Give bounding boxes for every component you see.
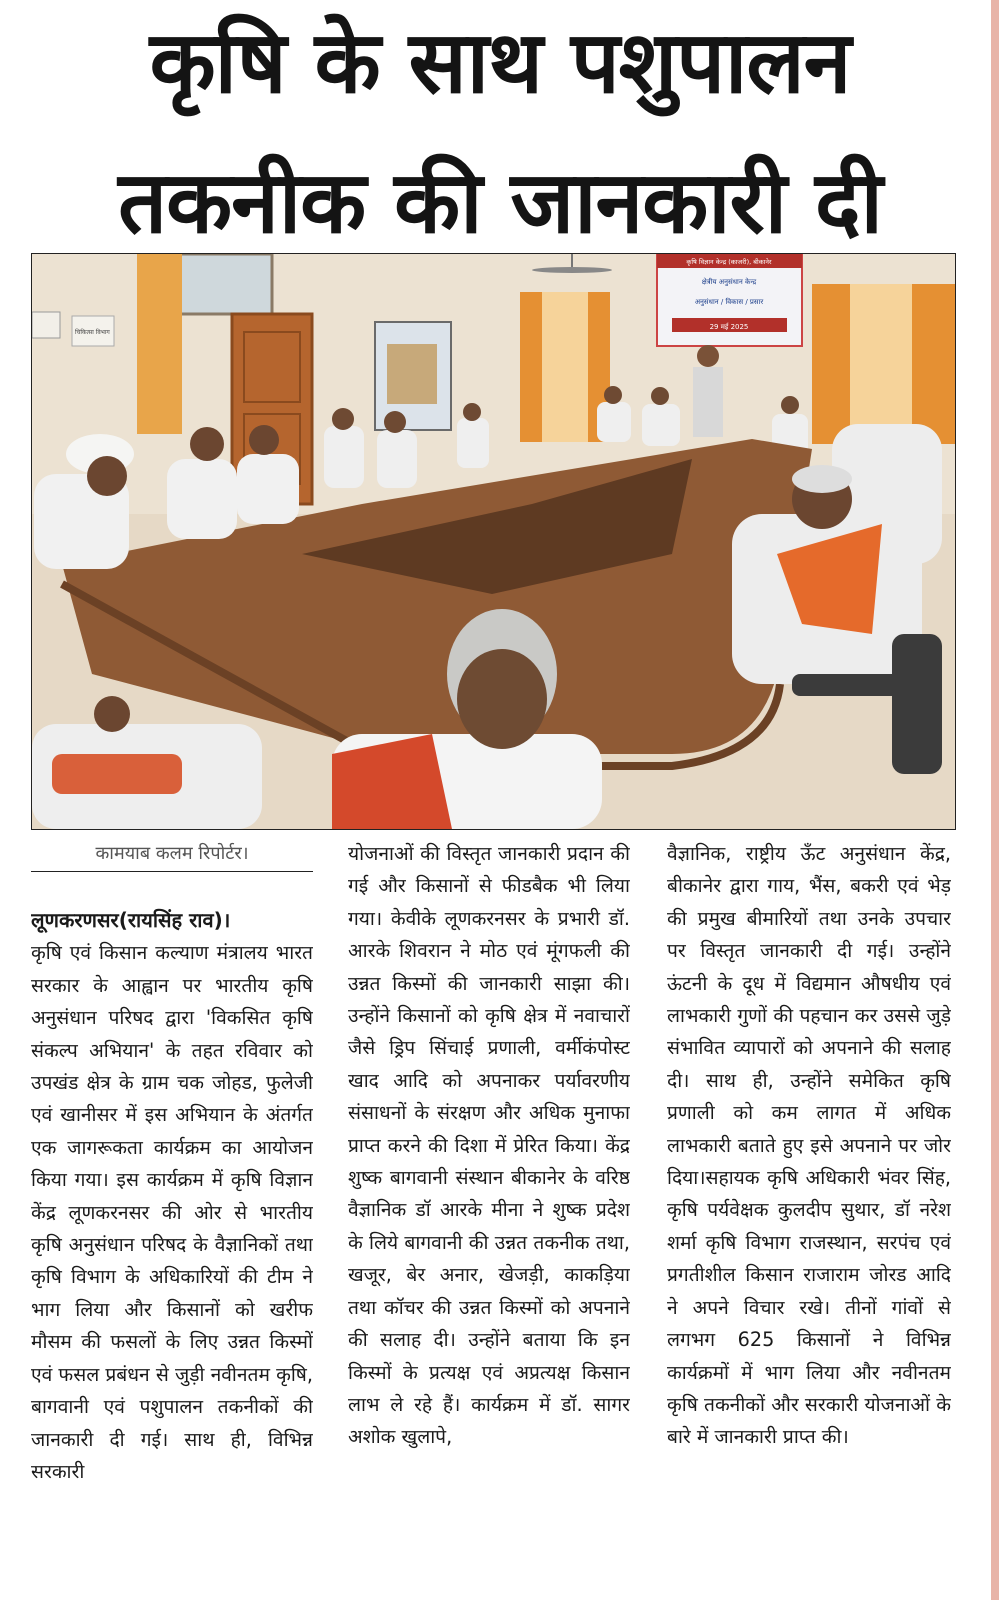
article-dateline: लूणकरणसर(रायसिंह राव)। [31, 908, 231, 932]
banner-line-1: कृषि विज्ञान केन्द्र (काजरी), बीकानेर [686, 258, 772, 266]
article-column-2: योजनाओं की विस्तृत जानकारी प्रदान की गई और किसानों से फीडबैक भी लिया गया। केवीके लूणकरनसर के प्रभारी डॉ. आरके शिवरान ने मोठ एवं मूंगफली की उन्नत किस्मों की जानकारी साझा की। उन्होंने किसानों को कृषि क्षेत्र में नवाचारों जैसे ड्रिप सिंचाई प्रणाली, वर्मीकंपोस्ट खाद आदि को अपनाकर पर्यावरणीय संसाधनों के संरक्षण और अधिक मुनाफा प्राप्त करने की दिशा में प्रेरित किया। केंद्र शुष्क बागवानी संस्थान बीकानेर के वरिष्ठ वैज्ञानिक डॉ आरके मीना ने शुष्क प्रदेश के लिये बागवानी की उन्नत तकनीक तथा, खजूर, बेर अनार, खेजड़ी, काकड़िया तथा कॉचर की उन्नत किस्मों को अपनाने की सलाह दी। उन्होंने बताया कि इन किस्मों के प्रत्यक्ष एवं अप्रत्यक्ष किसान लाभ ले रहे हैं। कार्यक्रम में डॉ. सागर अशोक खुलापे, [348, 842, 630, 1449]
article-column-1 [31, 904, 313, 1566]
bottom-cut-text [31, 1585, 961, 1600]
banner-line-2: क्षेत्रीय अनुसंधान केन्द्र [701, 278, 757, 286]
headline-line-2: तकनीक की जानकारी दी [118, 153, 882, 253]
article-column-3: वैज्ञानिक, राष्ट्रीय ऊँट अनुसंधान केंद्र, बीकानेर द्वारा गाय, भैंस, बकरी एवं भेड़ की प्रमुख बीमारियों तथा उनके उपचार पर विस्तृत जानकारी दी गई। उन्होंने ऊंटनी के दूध में विद्यमान औषधीय एवं लाभकारी गुणों की पहचान कर उससे जुड़े संभावित व्यापारों को अपनाने की सलाह दी। साथ ही, उन्होंने समेकित कृषि प्रणाली को कम लागत में अधिक लाभकारी बताते हुए इसे अपनाने पर जोर दिया।सहायक कृषि अधिकारी भंवर सिंह, कृषि पर्यवेक्षक कुलदीप सुथार, डॉ नरेश शर्मा कृषि विभाग राजस्थान, सरपंच एवं प्रगतीशील किसान राजाराम जोरड आदि ने अपने विचार रखे। तीनों गांवों से लगभग 625 किसानों ने विभिन्न कार्यक्रमों में भाग लिया और नवीनतम कृषि तकनीकों और सरकारी योजनाओं के बारे में जानकारी प्राप्त की। [667, 842, 951, 1449]
byline-block [31, 841, 313, 872]
banner-line-4: 29 मई 2025 [709, 323, 749, 331]
banner-line-3: अनुसंधान / विकास / प्रसार [694, 298, 764, 306]
meeting-photo [31, 253, 956, 830]
page-edge-decoration [991, 0, 999, 1600]
headline-line-1: कृषि के साथ पशुपालन [149, 13, 851, 113]
article-column-1-text: कृषि एवं किसान कल्याण मंत्रालय भारत सरकार के आह्वान पर भारतीय कृषि अनुसंधान परिषद द्वारा 'विकसित कृषि संकल्प अभियान' के तहत रविवार को उपखंड क्षेत्र के ग्राम चक जोहड, फुलेजी एवं खानीसर में इस अभियान के अंतर्गत एक जागरूकता कार्यक्रम का आयोजन किया गया। इस कार्यक्रम में कृषि विज्ञान केंद्र लूणकरनसर की ओर से भारतीय कृषि अनुसंधान परिषद के वैज्ञानिकों तथा कृषि विभाग के अधिकारियों की टीम ने भाग लिया और किसानों को खरीफ मौसम की फसलों के लिए उन्नत किस्मों एवं फसल प्रबंधन से जुड़ी नवीनतम कृषि, बागवानी एवं पशुपालन तकनीकों की जानकारी दी गई। साथ ही, विभिन्न सरकारी [31, 941, 313, 1483]
door-sign-text: चिकित्सा विभाग [75, 329, 110, 336]
byline-reporter: कामयाब कलम रिपोर्टर। [31, 841, 313, 872]
